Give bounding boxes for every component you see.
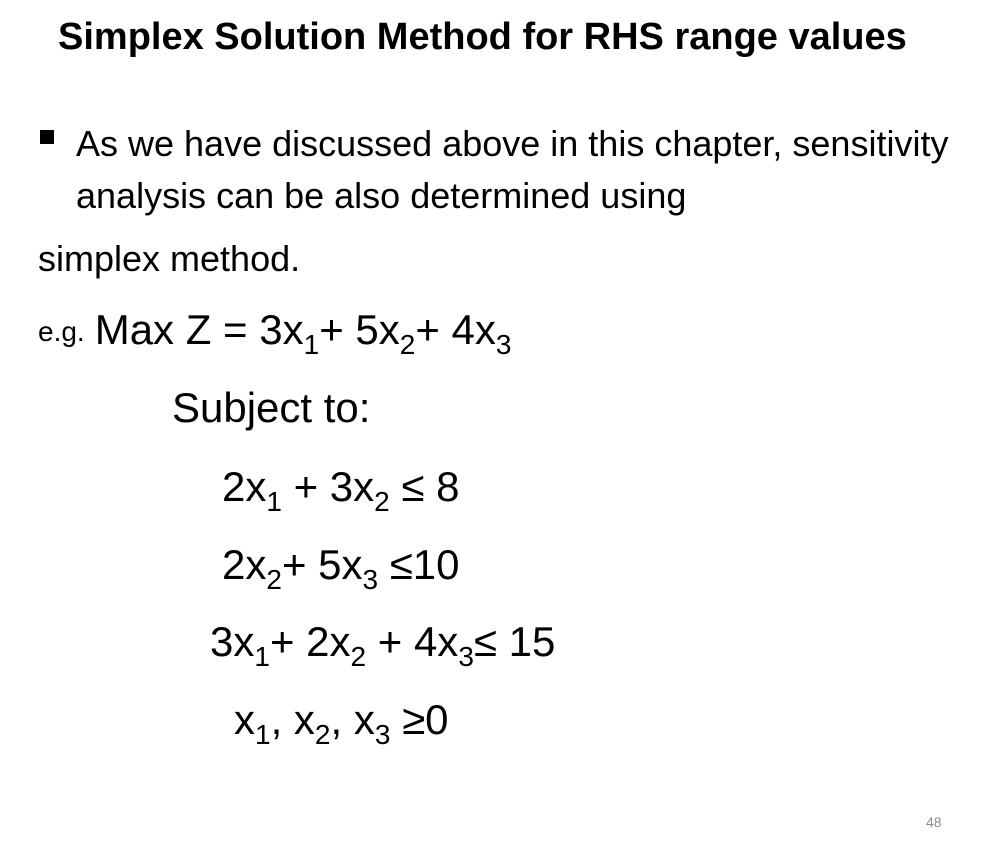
subscript: 3 xyxy=(458,641,474,672)
constraint-2 xyxy=(222,540,460,595)
term: 2x xyxy=(222,463,267,510)
subscript: 1 xyxy=(266,486,282,517)
term: 3x xyxy=(210,618,255,665)
objective-part: + 5x xyxy=(319,306,400,353)
term: 2x xyxy=(222,541,267,588)
term: x xyxy=(234,696,255,743)
subscript: 2 xyxy=(350,641,367,672)
square-bullet-icon xyxy=(40,130,54,144)
subscript: 2 xyxy=(266,564,282,595)
subscript: 3 xyxy=(374,719,391,750)
subject-to-label: Subject to: xyxy=(172,384,371,431)
objective-function xyxy=(38,305,512,360)
constraint-3 xyxy=(210,617,556,672)
example-label: e.g. xyxy=(38,316,85,347)
term: + 3x xyxy=(281,463,375,510)
subscript: 2 xyxy=(314,719,331,750)
term: + 2x xyxy=(269,618,351,665)
subscript: 1 xyxy=(255,719,271,750)
non-negativity-constraint xyxy=(234,695,449,750)
bullet-text: As we have discussed above in this chapter, sensitivity analysis can be also determined using xyxy=(76,123,949,216)
subscript: 1 xyxy=(303,329,320,360)
term: + 5x xyxy=(281,541,363,588)
term: + 4x xyxy=(366,618,459,665)
term: ≤ 8 xyxy=(389,463,460,510)
subscript: 3 xyxy=(362,564,379,595)
term: ≥0 xyxy=(390,696,449,743)
objective-part: + 4x xyxy=(415,306,496,353)
term: , x xyxy=(270,696,315,743)
subscript: 2 xyxy=(374,486,390,517)
subscript: 2 xyxy=(399,329,416,360)
term: , x xyxy=(330,696,375,743)
subscript: 3 xyxy=(495,329,512,360)
constraint-1 xyxy=(222,462,460,517)
subscript: 1 xyxy=(254,641,270,672)
objective-part: Max Z = 3x xyxy=(94,306,304,353)
term: ≤ 15 xyxy=(473,618,556,665)
page-number: 48 xyxy=(926,814,942,830)
slide-title: Simplex Solution Method for RHS range values xyxy=(58,16,907,58)
bullet-continuation: simplex method. xyxy=(38,238,301,279)
term: ≤10 xyxy=(378,541,460,588)
